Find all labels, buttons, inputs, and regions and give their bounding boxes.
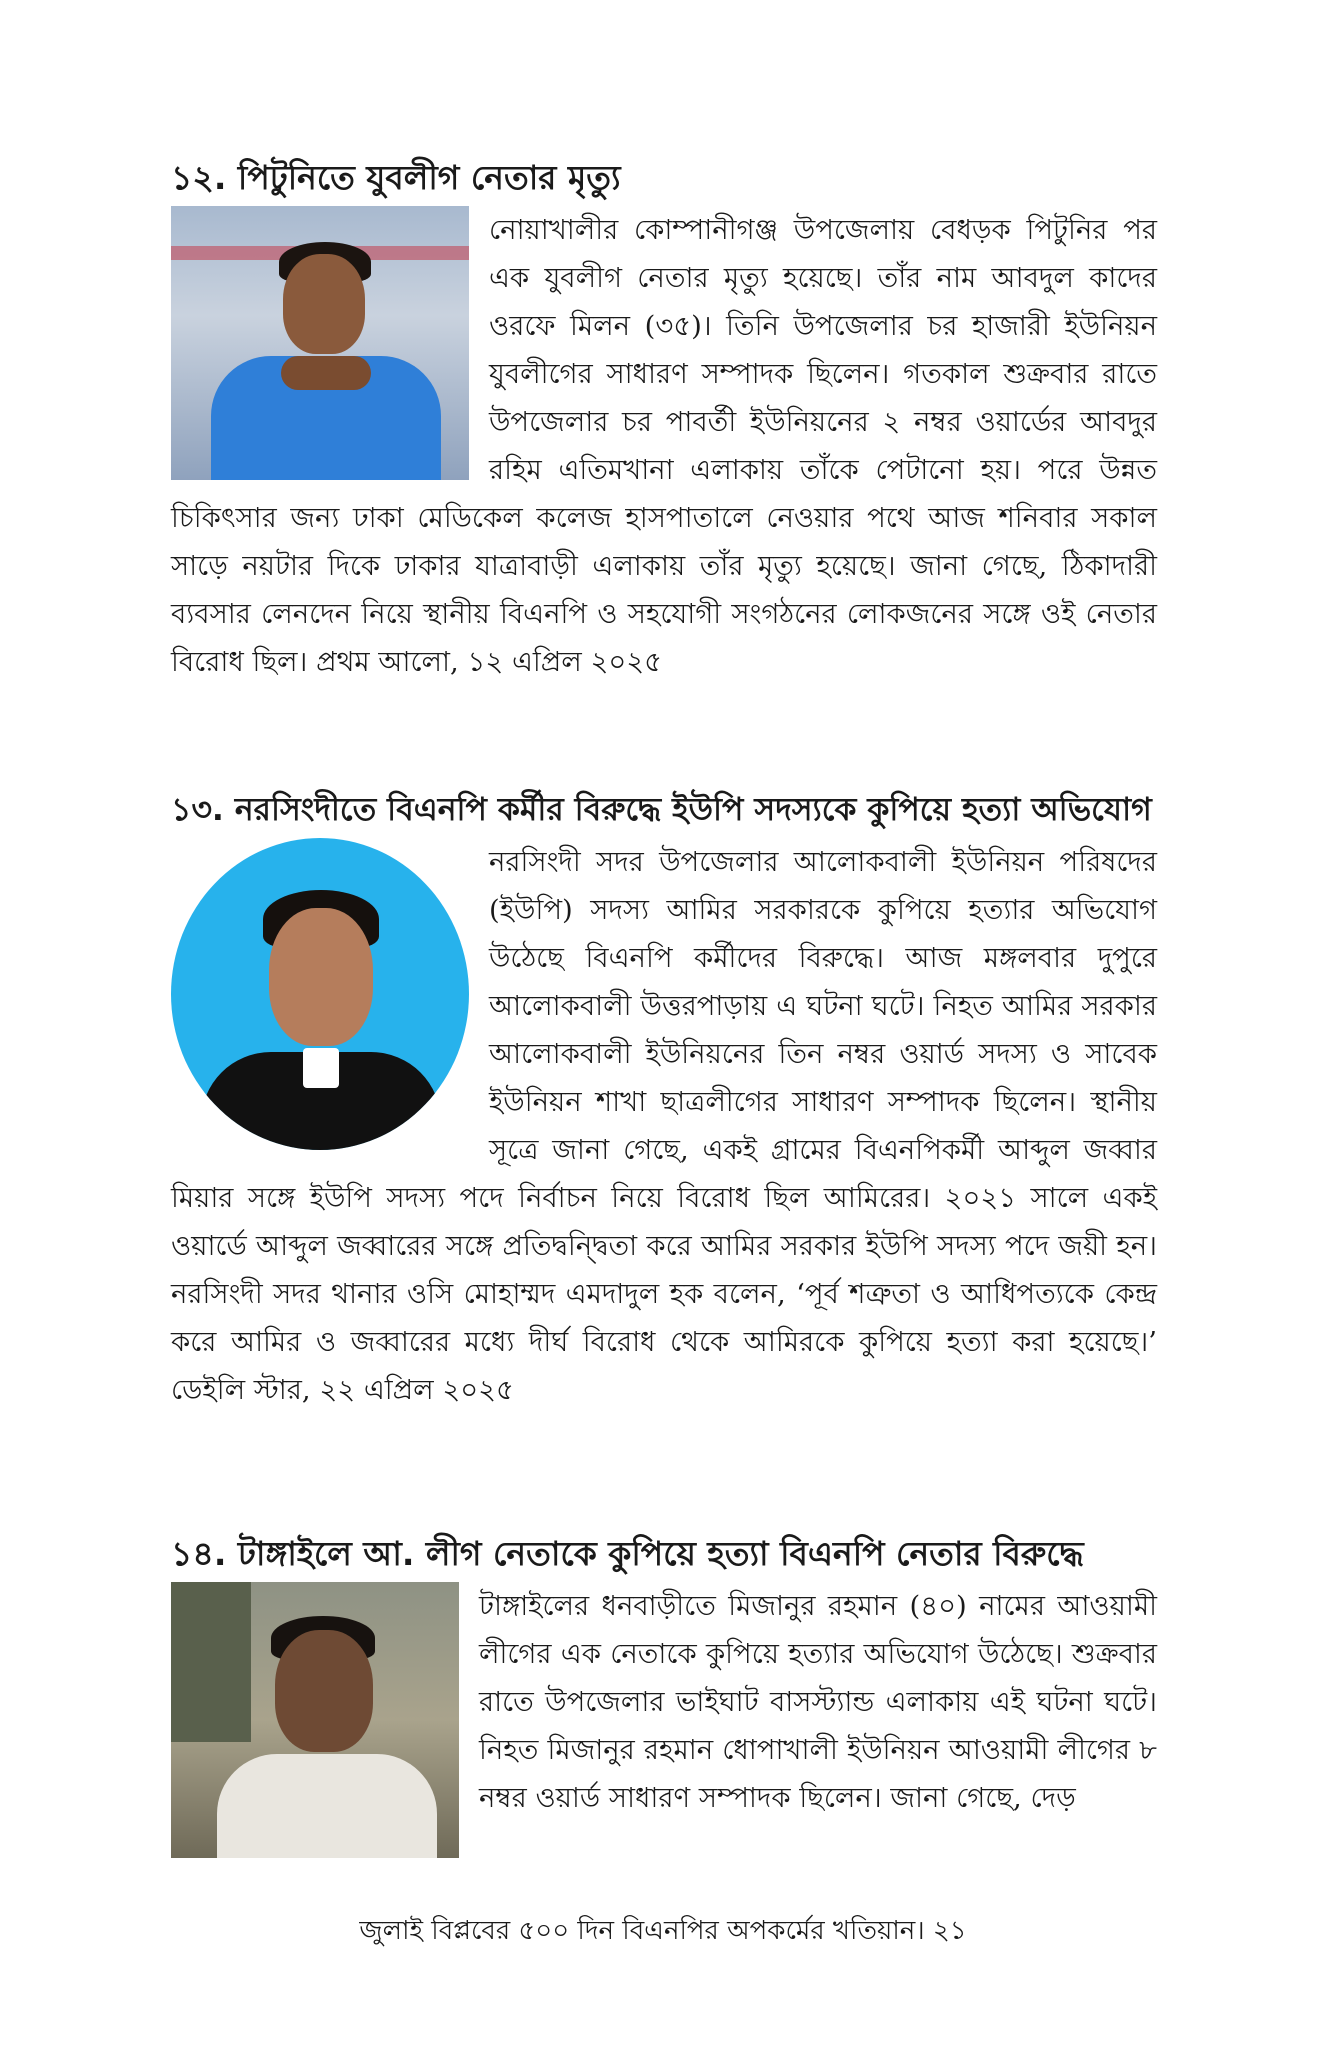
- article-14: [171, 1532, 1157, 1864]
- article-heading: ১৩. নরসিংদীতে বিএনপি কর্মীর বিরুদ্ধে ইউপি সদস্যকে কুপিয়ে হত্যা অভিযোগ: [171, 792, 1152, 828]
- article-photo: [171, 1582, 459, 1858]
- article-12: [171, 156, 1157, 686]
- article-body: নরসিংদী সদর উপজেলার আলোকবালী ইউনিয়ন পরিষদের (ইউপি) সদস্য আমির সরকারকে কুপিয়ে হত্যার অভিযোগ উঠেছে বিএনপি কর্মীদের বিরুদ্ধে। আজ মঙ্গলবার দুপুরে আলোকবালী উত্তরপাড়ায় এ ঘটনা ঘটে। নিহত আমির সরকার আলোকবালী ইউনিয়নের তিন নম্বর ওয়ার্ড সদস্য ও সাবেক ইউনিয়ন শাখা ছাত্রলীগের সাধারণ সম্পাদক ছিলেন। স্থানীয় সূত্রে জানা গেছে, একই গ্রামের বিএনপিকর্মী আব্দুল জব্বার মিয়ার সঙ্গে ইউপি সদস্য পদে নির্বাচন নিয়ে বিরোধ ছিল আমিরের। ২০২১ সালে একই ওয়ার্ডে আব্দুল জব্বারের সঙ্গে প্রতিদ্বন্দ্বিতা করে আমির সরকার ইউপি সদস্য পদে জয়ী হন। নরসিংদী সদর থানার ওসি মোহাম্মদ এমদাদুল হক বলেন, ‘পূর্ব শত্রুতা ও আধিপত্যকে কেন্দ্র করে আমির ও জব্বারের মধ্যে দীর্ঘ বিরোধ থেকে আমিরকে কুপিয়ে হত্যা করা হয়েছে।’ ডেইলি স্টার, ২২ এপ্রিল ২০২৫: [171, 846, 1157, 1406]
- page-footer: জুলাই বিপ্লবের ৫০০ দিন বিএনপির অপকর্মের খতিয়ান। ২১: [359, 1916, 967, 1946]
- article-photo: [171, 838, 469, 1150]
- article-body: নোয়াখালীর কোম্পানীগঞ্জ উপজেলায় বেধড়ক পিটুনির পর এক যুবলীগ নেতার মৃত্যু হয়েছে। তাঁর নাম আবদুল কাদের ওরফে মিলন (৩৫)। তিনি উপজেলার চর হাজারী ইউনিয়ন যুবলীগের সাধারণ সম্পাদক ছিলেন। গতকাল শুক্রবার রাতে উপজেলার চর পাবর্তী ইউনিয়নের ২ নম্বর ওয়ার্ডের আবদুর রহিম এতিমখানা এলাকায় তাঁকে পেটানো হয়। পরে উন্নত চিকিৎসার জন্য ঢাকা মেডিকেল কলেজ হাসপাতালে নেওয়ার পথে আজ শনিবার সকাল সাড়ে নয়টার দিকে ঢাকার যাত্রাবাড়ী এলাকায় তাঁর মৃত্যু হয়েছে। জানা গেছে, ঠিকাদারী ব্যবসার লেনদেন নিয়ে স্থানীয় বিএনপি ও সহযোগী সংগঠনের লোকজনের সঙ্গে ওই নেতার বিরোধ ছিল। প্রথম আলো, ১২ এপ্রিল ২০২৫: [171, 214, 1157, 678]
- article-13: [171, 788, 1157, 1414]
- article-heading: ১৪. টাঙ্গাইলে আ. লীগ নেতাকে কুপিয়ে হত্যা বিএনপি নেতার বিরুদ্ধে: [171, 1534, 1084, 1573]
- article-body: টাঙ্গাইলের ধনবাড়ীতে মিজানুর রহমান (৪০) নামের আওয়ামী লীগের এক নেতাকে কুপিয়ে হত্যার অভিযোগ উঠেছে। শুক্রবার রাতে উপজেলার ভাইঘাট বাসস্ট্যান্ড এলাকায় এই ঘটনা ঘটে। নিহত মিজানুর রহমান ধোপাখালী ইউনিয়ন আওয়ামী লীগের ৮ নম্বর ওয়ার্ড সাধারণ সম্পাদক ছিলেন। জানা গেছে, দেড়: [479, 1590, 1157, 1814]
- article-heading: ১২. পিটুনিতে যুবলীগ নেতার মৃত্যু: [171, 158, 621, 197]
- article-photo: [171, 206, 469, 480]
